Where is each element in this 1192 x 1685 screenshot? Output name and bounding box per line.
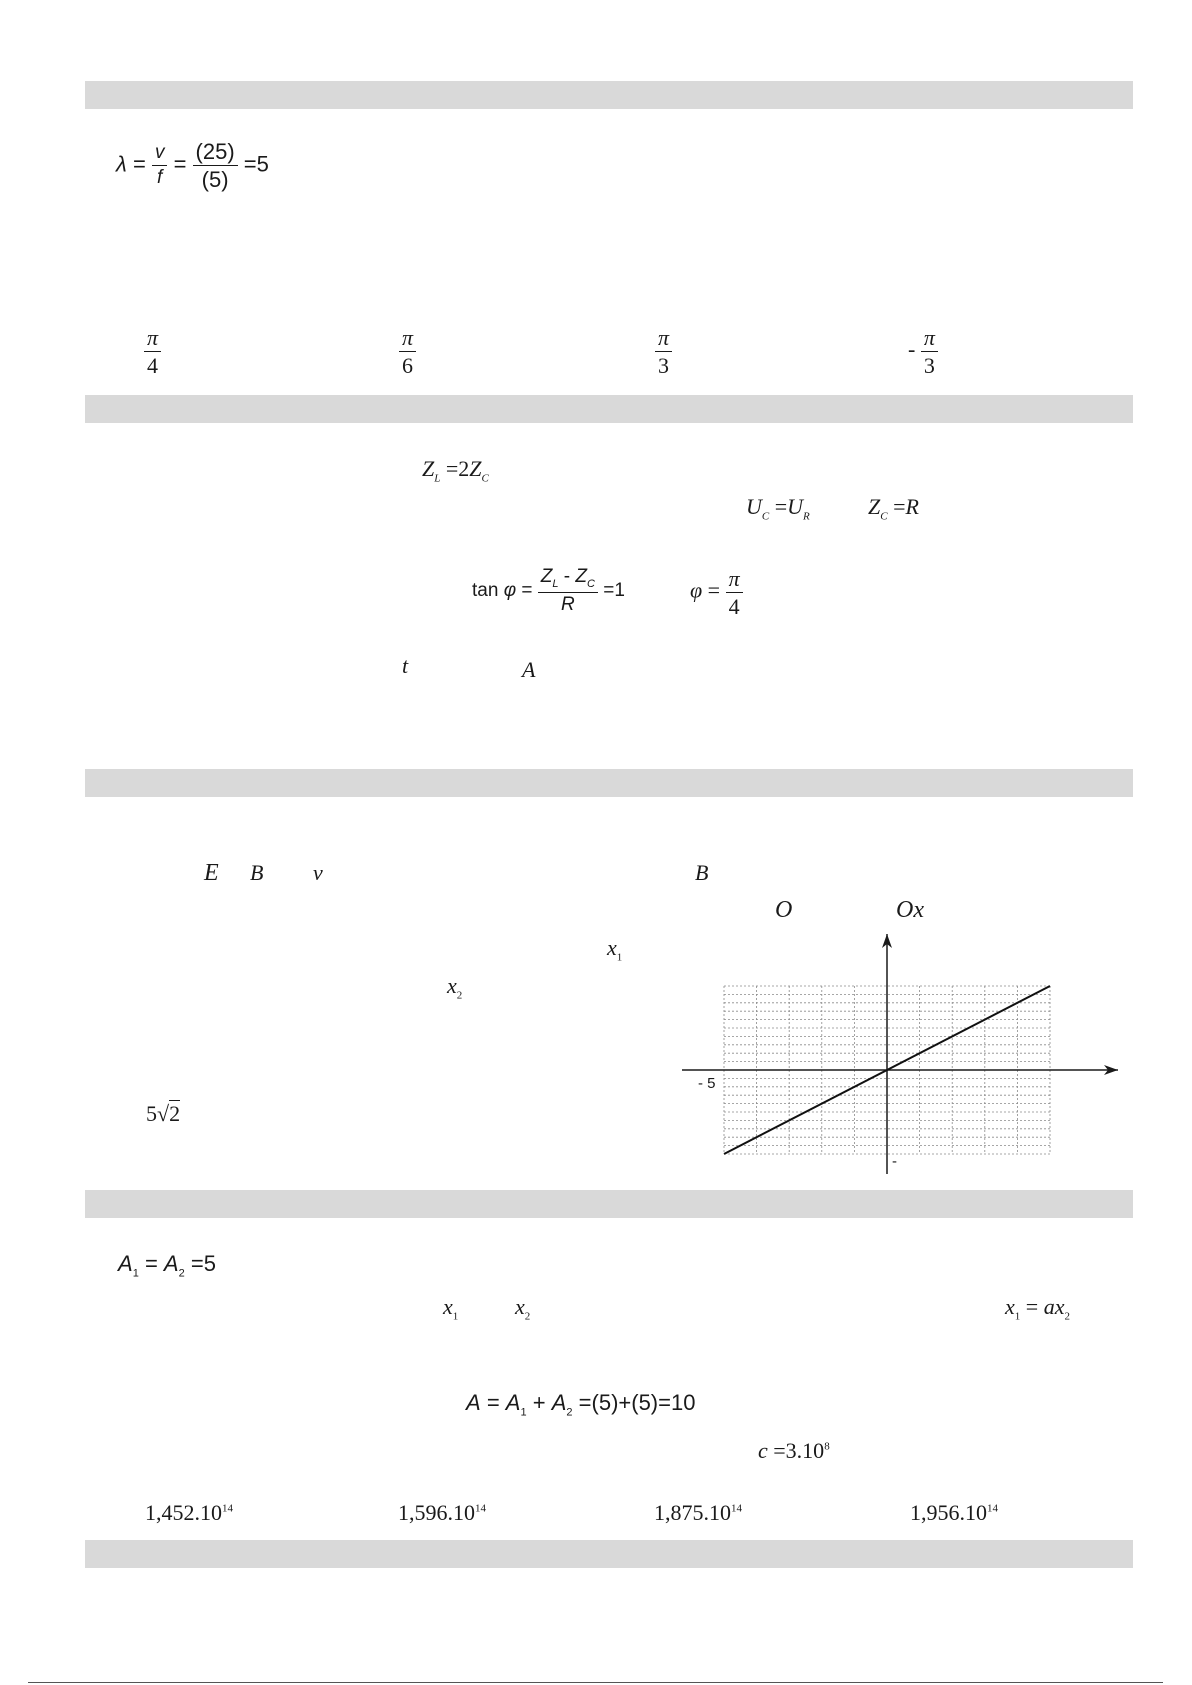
sum-amplitude-equation — [466, 1390, 695, 1418]
subscript: 2 — [1064, 1310, 1070, 1323]
result: =1 — [603, 580, 625, 602]
subscript: R — [803, 510, 810, 523]
pi-numerator: π — [399, 326, 416, 352]
a-symbol: A — [505, 1390, 521, 1415]
subscript: C — [761, 510, 770, 523]
symbol-x2 — [447, 973, 462, 1001]
ax-symbol: ax — [1043, 1294, 1065, 1319]
phi-equation — [690, 567, 743, 618]
subscript: C — [880, 510, 888, 523]
symbol-ox: Ox — [896, 897, 924, 923]
equals-sign: = — [486, 1390, 500, 1415]
subscript: 1 — [132, 1267, 139, 1280]
lambda-formula — [116, 140, 269, 191]
a-symbol: A — [118, 1251, 133, 1276]
mantissa: 1,452.10 — [145, 1500, 222, 1525]
section-bar-2 — [85, 395, 1133, 423]
exponent: 14 — [987, 1502, 998, 1515]
graph-svg — [682, 934, 1122, 1174]
subscript: 1 — [616, 951, 623, 964]
exponent: 14 — [731, 1502, 742, 1515]
denominator: 3 — [923, 353, 935, 379]
subscript: C — [481, 472, 489, 485]
x-symbol: x — [607, 935, 617, 960]
symbol-t: t — [402, 653, 409, 678]
section-bar-3 — [85, 769, 1133, 797]
option-phase-d — [908, 326, 938, 377]
denominator: R — [561, 594, 575, 616]
result: =5 — [243, 151, 269, 177]
option-phase-c — [655, 326, 672, 377]
symbol-b: B — [250, 860, 264, 885]
mantissa: 1,875.10 — [654, 1500, 731, 1525]
radicand: 2 — [169, 1101, 181, 1126]
pi-numerator: π — [655, 326, 672, 352]
exponent: 8 — [824, 1440, 830, 1453]
fraction — [726, 567, 743, 618]
fraction — [399, 326, 416, 377]
z-symbol: Z — [422, 456, 435, 481]
subscript: 2 — [178, 1267, 185, 1280]
u-symbol: U — [787, 494, 804, 519]
equals-sign: = — [893, 494, 906, 519]
phi-symbol: φ — [690, 577, 703, 603]
x1-equals-ax2 — [1005, 1294, 1070, 1322]
plus-sign: + — [532, 1390, 546, 1415]
fraction-v-over-f — [152, 143, 168, 188]
subscript: 1 — [1014, 1310, 1021, 1323]
numerator — [538, 567, 598, 593]
symbol-v: v — [313, 860, 323, 885]
zl-equation — [422, 456, 489, 484]
subscript: 2 — [566, 1406, 573, 1419]
subscript: L — [434, 472, 441, 485]
x-symbol: x — [447, 973, 457, 998]
fraction — [655, 326, 672, 377]
radical-sign: √ — [157, 1101, 170, 1126]
x-symbol: x — [1005, 1294, 1015, 1319]
result: =5 — [190, 1251, 216, 1276]
subscript: 1 — [520, 1406, 527, 1419]
fraction — [144, 326, 161, 377]
symbol-x2 — [515, 1294, 530, 1322]
graph — [682, 934, 1122, 1174]
equals-two: =2 — [445, 456, 470, 481]
equals-sign: = — [132, 151, 146, 177]
subscript: 2 — [524, 1310, 531, 1323]
x-symbol: x — [515, 1294, 525, 1319]
sum-expression: =(5)+(5) — [578, 1390, 659, 1415]
denominator: 4 — [728, 594, 740, 620]
z-symbol: Z — [469, 456, 482, 481]
option-freq-d — [910, 1500, 998, 1526]
option-phase-b — [399, 326, 416, 377]
a-symbol: A — [163, 1251, 179, 1276]
subscript: C — [587, 577, 595, 590]
denominator: 3 — [658, 353, 670, 379]
denominator: (5) — [201, 167, 229, 193]
tick-label-y-min: - — [892, 1153, 897, 1170]
pi-numerator: π — [921, 326, 938, 352]
zc-equation — [868, 494, 919, 522]
equals-sign: = — [707, 577, 721, 603]
c-symbol: c — [758, 1438, 768, 1463]
equals-sign: = — [144, 1251, 158, 1276]
symbol-a: A — [522, 657, 536, 682]
section-bar-1 — [85, 81, 1133, 109]
coefficient: 5 — [146, 1101, 157, 1126]
denominator: f — [157, 167, 163, 189]
x-symbol: x — [443, 1294, 453, 1319]
mantissa: 1,596.10 — [398, 1500, 475, 1525]
speed-of-light — [758, 1438, 830, 1464]
denominator: 4 — [147, 353, 159, 379]
fraction — [921, 326, 938, 377]
sign: - — [908, 336, 916, 362]
symbol-x1 — [607, 935, 622, 963]
denominator: 6 — [402, 353, 414, 379]
option-phase-a — [144, 326, 161, 377]
section-bar-5 — [85, 1540, 1133, 1568]
z-symbol: Z — [868, 494, 881, 519]
exponent: 14 — [222, 1502, 233, 1515]
a-symbol: A — [466, 1390, 481, 1415]
five-root-two — [146, 1101, 180, 1127]
exponent: 14 — [475, 1502, 486, 1515]
subscript: 2 — [456, 989, 463, 1002]
option-freq-b — [398, 1500, 486, 1526]
page-bottom-rule — [28, 1682, 1163, 1683]
u-symbol: U — [746, 494, 762, 519]
mantissa: 1,956.10 — [910, 1500, 987, 1525]
option-freq-c — [654, 1500, 742, 1526]
z-symbol: Z — [575, 566, 588, 587]
result: =10 — [658, 1390, 696, 1415]
numerator: (25) — [193, 140, 238, 166]
section-bar-4 — [85, 1190, 1133, 1218]
subscript: 1 — [452, 1310, 459, 1323]
symbol-e: E — [204, 860, 219, 886]
r-symbol: R — [905, 494, 919, 519]
symbol-o: O — [775, 897, 793, 923]
tan-phi-formula — [472, 567, 625, 615]
fraction-zl-minus-zc-over-r — [538, 567, 598, 615]
symbol-b: B — [695, 860, 709, 885]
equals-sign: = — [1025, 1294, 1039, 1319]
symbol-x1 — [443, 1294, 458, 1322]
fraction-25-over-5 — [193, 140, 238, 191]
equals-sign: = — [774, 494, 788, 519]
value: =3.10 — [773, 1438, 825, 1463]
pi-numerator: π — [144, 326, 161, 352]
option-freq-a — [145, 1500, 233, 1526]
lambda-symbol: λ — [116, 151, 127, 177]
uc-equation — [746, 494, 810, 522]
a-symbol: A — [551, 1390, 567, 1415]
phi-symbol: φ — [503, 580, 517, 602]
tick-label-x-min: - 5 — [698, 1075, 716, 1092]
subscript: L — [552, 577, 559, 590]
amplitude-equation — [118, 1251, 216, 1279]
minus-sign: - — [563, 566, 571, 587]
pi-numerator: π — [726, 567, 743, 593]
equals-sign: = — [521, 580, 533, 602]
z-symbol: Z — [540, 566, 553, 587]
tan-text: tan — [472, 580, 499, 602]
numerator: v — [152, 143, 168, 166]
equals-sign: = — [173, 151, 187, 177]
